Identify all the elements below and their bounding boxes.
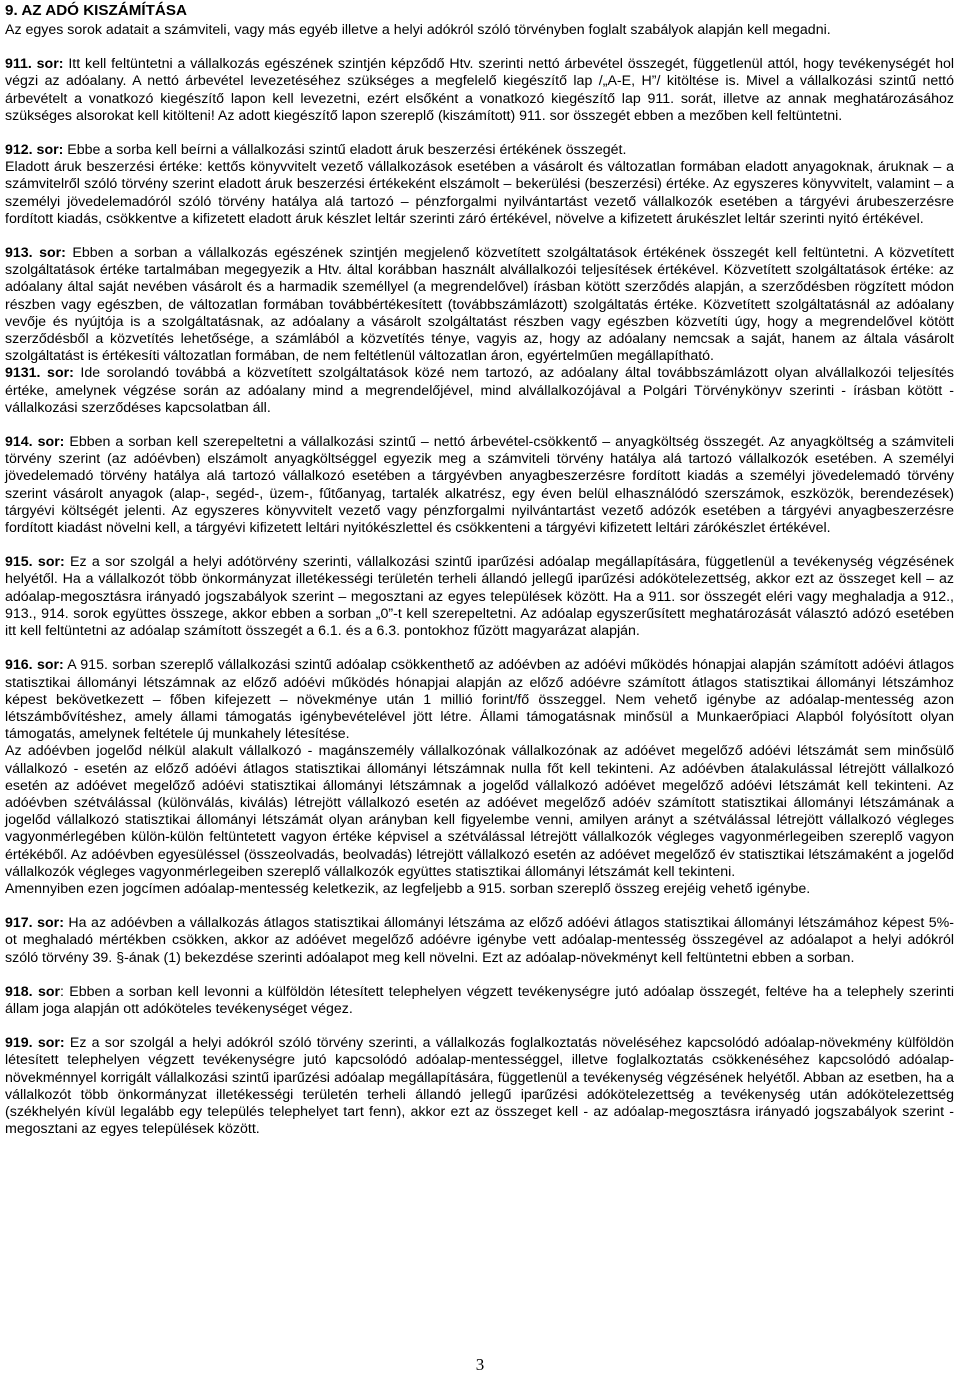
row-919-text: Ez a sor szolgál a helyi adókról szóló törvény szerinti, a vállalkozás foglalkoztatás növeléséhez kapcsolódó adóalap-növekmény külföldön létesített telephelyen végzett tevékenységre jutó kapcsolódó adóalap-mentességgel, illetve foglalkoztatás csökkenéséhez kapcsolódó adóalap-növekménnyel korrigált vállalkozási szintű iparűzési adóalap megállapítására, függetlenül a tevékenység végzésének helyétől. Abban az esetben, ha a vállalkozót több önkormányzat illetékességi területén terheli állandó jellegű iparűzési adókötelezettség a tevékenység után adókötelezettség (székhelyén kívül legalább egy település telephelyet tart fenn), akkor ezt az összeget kell - az adóalap-megosztásra irányadó jogszabályok szerint - megosztani az egyes települések között. <box>5 1035 955 1138</box>
row-914-paragraph <box>5 434 954 537</box>
row-919-label: 919. sor: <box>5 1035 65 1052</box>
row-911-paragraph <box>5 56 954 125</box>
row-913-label: 913. sor: <box>5 245 66 262</box>
row-912-label: 912. sor: <box>5 142 64 159</box>
row-912-lead-text: Ebbe a sorba kell beírni a vállalkozási szintű eladott áruk beszerzési értékének összegét. <box>63 142 627 159</box>
row-916-paragraph-2: Az adóévben jogelőd nélkül alakult vállalkozó - magánszemély vállalkozónak vállalkozónak az adóévet megelőző adóévi létszámát sem minősülő vállalkozó - esetén az előző adóévi átlagos statisztikai állományi létszámnak nulla főt kell tekinteni. Az adóévben átalakulással létrejött vállalkozó esetén az adóévet megelőző adóévi statisztikai állományi létszámnak a jogelőd vállalkozó adóévet megelőző adóévi létszámát kell tekinteni. Az adóévben szétválással (különválás, kiválás) létrejött vállalkozó esetén az adóévet megelőző adóév számított statisztikai állományi létszámának a jogelőd vállalkozó statisztikai állományi létszámát olyan arányban kell figyelembe venni, amilyen arányt a szétválással létrejött vállalkozó végleges vagyonmérlegében külön-külön feltüntetett vagyon értéke képvisel a szétválással létrejött vállalkozók végleges vagyonmérlegeiben szereplő vagyon értékéből. Az adóévben egyesüléssel (összeolvadás, beolvadás) létrejött vállalkozó esetén az adóévet megelőző év statisztikai létszámaként a jogelőd vállalkozók végleges vagyonmérlegeiben szereplő vállalkozók együttes statisztikai állományi létszámát kell tekinteni. <box>5 743 954 880</box>
page-number: 3 <box>475 1355 485 1374</box>
row-9131-text: Ide sorolandó továbbá a közvetített szolgáltatások közé nem tartozó, az adóalany által továbbszámlázott olyan alvállalkozói teljesítés értéke, amelynek végzése során az adóalany mind a megrendelőjével, mind alvállalkozójával a Polgári Törvénykönyv szerinti - írásban kötött - vállalkozási szerződéses kapcsolatban áll. <box>5 365 954 416</box>
row-911-text: Itt kell feltüntetni a vállalkozás egészének szintjén képződő Htv. szerinti nettó árbevétel összegét, függetlenül attól, hogy tevékenységét hol végzi az adóalany. A nettó árbevétel levezetéséhez szükséges a megfelelő kiegészítő lap /„A-E, H”/ kitöltése is. Mivel a vállalkozási szintű nettó árbevételt a vonatkozó kiegészítő lapon kell levezetni, ezért elsőként a vonatkozó kiegészítő lap 911. sorát, illetve az annak meghatározásához szükséges alsorokat kell kitölteni! Az adott kiegészítő lapon szereplő (kiszámított) 911. sor összegét ebben a mezőben kell feltüntetni. <box>5 56 955 124</box>
row-915-paragraph <box>5 554 954 640</box>
row-913-text: Ebben a sorban a vállalkozás egészének szintjén megjelenő közvetített szolgáltatások értékének összegét kell feltüntetni. A közvetített szolgáltatások értéke tartalmában megegyezik a Htv. által korábban használt alvállalkozói teljesítések értékével. Közvetített szolgáltatások értéke: az adóalany által saját nevében vásárolt és a harmadik személlyel (a megrendelővel) írásban kötött szerződés alapján, a szerződésben rögzített módon részben vagy egészben, de változatlan formában továbbértékesített (továbbszámlázott) szolgáltatás értéke. Közvetített szolgáltatásnál az adóalany vevője és nyújtója is a szolgáltatásnak, az adóalany a vásárolt szolgáltatást részben vagy egészben közvetíti úgy, hogy a megrendelővel kötött szerződésből a közvetítés lehetősége, a számlából a közvetítés ténye, vagyis az, hogy az adóalany nemcsak a saját, hanem az általa vásárolt szolgáltatást is értékesíti változatlan formában, de nem feltétlenül változatlan áron, egyértelműen megállapítható. <box>5 245 955 365</box>
row-918-label: 918. sor <box>5 983 61 1000</box>
row-913-paragraph <box>5 245 954 365</box>
row-916-label: 916. sor: <box>5 657 64 674</box>
row-9131-label: 9131. sor: <box>5 365 74 382</box>
section-heading: 9. AZ ADÓ KISZÁMÍTÁSA <box>5 2 187 19</box>
row-911-label: 911. sor: <box>5 56 64 73</box>
row-915-text: Ez a sor szolgál a helyi adótörvény szerinti, vállalkozási szintű iparűzési adóalap megállapítására, függetlenül a tevékenység végzésének helyétől. Ha a vállalkozót több önkormányzat illetékességi területén terheli állandó jellegű iparűzési adókötelezettség, akkor ezt az összeget kell – az adóalap-megosztásra irányadó jogszabályok szerint – megosztani az egyes települések között. Ha a 911. sor összegét eléri vagy meghaladja a 912., 913., 914. sorok együttes összege, akkor ebben a sorban „0”-t kell szerepeltetni. Az adóalap egyszerűsített meghatározását választó adózó esetében itt kell feltüntetni az adóalap számított összegét a 6.1. és a 6.3. pontokhoz fűzött magyarázat alapján. <box>5 554 954 640</box>
row-919-paragraph <box>5 1035 954 1138</box>
intro-paragraph: Az egyes sorok adatait a számviteli, vagy más egyéb illetve a helyi adókról szóló törvényben foglalt szabályok alapján kell megadni. <box>5 22 831 38</box>
row-915-label: 915. sor: <box>5 554 65 571</box>
row-916-paragraph-3: Amennyiben ezen jogcímen adóalap-mentesség keletkezik, az legfeljebb a 915. sorban szereplő összeg erejéig vehető igénybe. <box>5 880 811 897</box>
row-917-text: Ha az adóévben a vállalkozás átlagos statisztikai állományi létszáma az előző adóévi átlagos statisztikai állományi létszámához képest 5%-ot meghaladó mértékben csökken, akkor az adóévet megelőző adóévre igénybe vett adóalap-mentesség összegével az adóalapot a helyi adókról szóló törvény 39. §-ának (1) bekezdése szerinti adóalapot meg kell növelni. Ezt az adóalap-növekményt kell feltüntetni ebben a sorban. <box>5 915 954 966</box>
row-914-text: Ebben a sorban kell szerepeltetni a vállalkozási szintű – nettó árbevétel-csökkentő – anyagköltség összegét. Az anyagköltség a számviteli törvény szerint (az adóévben) elszámolt anyagköltséggel egyezik meg a számviteli törvény hatálya alá tartozó vállalkozók esetében. A személyi jövedelemadó törvény hatálya alá tartozó vállalkozó esetében a tárgyévben anyagbeszerzésre fordított kiadás a személyi jövedelemadó törvény szerint vásárolt anyagok (alap-, segéd-, üzem-, fűtőanyag, tartalék alkatrész, egy éven belül elhasználódó szerszámok, eszközök, berendezések) tárgyévi költségét jelenti. Az egyszeres könyvvitelt vezető vagy pénzforgalmi nyilvántartást vezető adózók esetében a tárgyévi anyagbeszerzésre fordított kiadást növelni kell, a tárgyévi kifizetett leltári nyitókészlettel és csökkenteni a tárgyévi kifizetett leltári zárókészlet értékével. <box>5 434 954 537</box>
row-912-paragraph: Eladott áruk beszerzési értéke: kettős könyvvitelt vezető vállalkozások esetében a vásárolt és változatlan formában eladott anyagoknak, áruknak – a számvitelről szóló törvény szerint eladott áruk beszerzési értékeként elszámolt – bekerülési (beszerzési) értéke. Az egyszeres könyvvitelt, valamint – a személyi jövedelemadóról szóló törvény hatálya alá tartozó – pénzforgalmi nyilvántartást vezető vállalkozók esetében a tárgyévi árubeszerzésre fordított kiadás, csökkentve a kifizetett eladott áruk készlet leltár szerinti záró értékével, növelve a kifizetett árukészlet leltár szerinti nyitó értékével. <box>5 159 954 227</box>
row-912-lead <box>5 142 954 159</box>
row-916-text: A 915. sorban szereplő vállalkozási szintű adóalap csökkenthető az adóévben az adóévi működés hónapjai alapján számított adóévi átlagos statisztikai állományi létszámnak az előző adóévi működés hónapjai alapján az előző adóévre számított átlagos statisztikai állományi létszámhoz képest bekövetkezett – főben kifejezett – növekménye után 1 millió forint/fő összeggel. Nem vehető igénybe az adóalap-mentesség azon létszámbővítéshez, amely állami támogatás igénybevételével jött létre. Állami támogatásnak minősül a Munkaerőpiaci Alapból folyósított olyan támogatás, amelynek feltétele új munkahely létesítése. <box>5 657 954 743</box>
row-9131-paragraph <box>5 365 954 417</box>
row-916-paragraph <box>5 657 954 743</box>
row-917-label: 917. sor: <box>5 915 64 932</box>
row-918-text: : Ebben a sorban kell levonni a külföldön létesített telephelyen végzett tevékenységre jutó adóalap összegét, feltéve ha a telephely szerinti állam joga alapján ott adóköteles tevékenységet végez. <box>5 983 954 1017</box>
row-918-paragraph <box>5 984 954 1018</box>
row-914-label: 914. sor: <box>5 434 65 451</box>
row-917-paragraph <box>5 915 954 967</box>
